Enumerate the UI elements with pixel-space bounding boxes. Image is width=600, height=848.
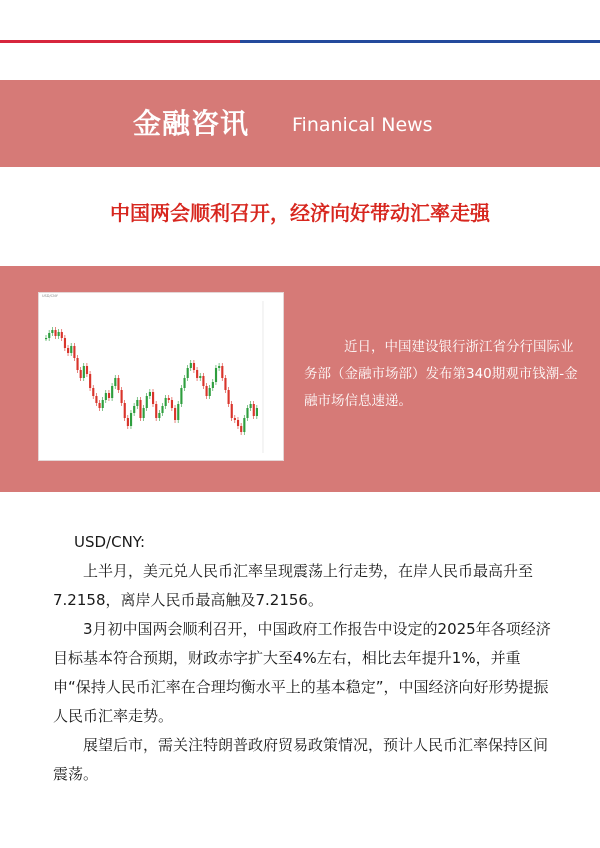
- candle-body: [155, 404, 157, 418]
- feature-summary: [304, 334, 586, 415]
- candle-body: [58, 332, 60, 336]
- candle-body: [174, 408, 176, 420]
- candle-body: [73, 346, 75, 358]
- candle-body: [76, 358, 78, 370]
- candle-body: [64, 338, 66, 348]
- candle-body: [168, 398, 170, 400]
- candle-body: [61, 332, 63, 338]
- candle-body: [180, 388, 182, 404]
- header-rule-blue: [240, 40, 600, 43]
- candle-body: [48, 333, 50, 338]
- candlestick-chart: [39, 293, 283, 460]
- banner-subtitle: Finanical News: [292, 114, 433, 136]
- candle-body: [127, 418, 129, 426]
- candle-body: [70, 346, 72, 353]
- candle-body: [114, 378, 116, 386]
- candle-body: [121, 390, 123, 403]
- candle-body: [234, 418, 236, 420]
- pair-label: USD/CNY:: [74, 533, 146, 551]
- candle-body: [108, 393, 110, 398]
- candle-body: [133, 406, 135, 413]
- candle-body: [95, 396, 97, 403]
- candle-body: [183, 378, 185, 388]
- paragraph-1: [53, 557, 553, 615]
- candle-body: [117, 378, 119, 390]
- candle-body: [177, 404, 179, 420]
- header-rule-red: [0, 40, 240, 43]
- feature-band: [0, 266, 600, 492]
- candle-body: [80, 370, 82, 378]
- candle-body: [51, 330, 53, 333]
- paragraph-2: [53, 615, 553, 731]
- candle-body: [139, 400, 141, 418]
- candle-body: [105, 393, 107, 400]
- article-headline: 中国两会顺利召开，经济向好带动汇率走强: [110, 201, 490, 225]
- candle-body: [161, 406, 163, 413]
- candle-body: [228, 390, 230, 404]
- candle-body: [54, 330, 56, 336]
- feature-summary-text: 近日，中国建设银行浙江省分行国际业务部（金融市场部）发布第340期观市钱潮-金融市场信息速递。: [304, 339, 578, 409]
- candle-body: [243, 418, 245, 432]
- candle-body: [215, 368, 217, 382]
- candle-body: [92, 388, 94, 396]
- candle-body: [224, 378, 226, 390]
- candle-body: [193, 363, 195, 370]
- candle-body: [171, 400, 173, 408]
- candle-body: [253, 404, 255, 416]
- candle-body: [237, 420, 239, 426]
- paragraph-2-text: 3月初中国两会顺利召开，中国政府工作报告中设定的2025年各项经济目标基本符合预期，财政赤字扩大至4%左右，相比去年提升1%，并重申“保持人民币汇率在合理均衡水平上的基本稳定”，中国经济向好形势提振人民币汇率走势。: [53, 620, 551, 725]
- candle-body: [202, 376, 204, 386]
- candle-body: [199, 376, 201, 378]
- paragraph-3-text: 展望后市，需关注特朗普政府贸易政策情况，预计人民币汇率保持区间震荡。: [53, 736, 549, 783]
- candle-body: [111, 386, 113, 398]
- candle-body: [83, 366, 85, 378]
- section-banner: [0, 80, 600, 167]
- candle-body: [45, 338, 47, 339]
- candle-body: [196, 370, 198, 378]
- candle-body: [86, 366, 88, 374]
- candle-body: [136, 400, 138, 406]
- candle-body: [206, 386, 208, 396]
- candle-body: [130, 413, 132, 426]
- candle-body: [212, 382, 214, 388]
- candle-body: [246, 408, 248, 418]
- candle-body: [250, 404, 252, 408]
- paragraph-1-text: 上半月，美元兑人民币汇率呈现震荡上行走势，在岸人民币最高升至7.2158，离岸人民币最高触及7.2156。: [53, 562, 534, 609]
- candle-body: [221, 366, 223, 378]
- candle-body: [67, 348, 69, 353]
- candle-body: [152, 392, 154, 404]
- paragraph-3: [53, 731, 553, 789]
- candle-body: [209, 388, 211, 396]
- candle-body: [124, 403, 126, 418]
- candle-body: [231, 404, 233, 418]
- chart-pair-label: USD/CNY: [42, 294, 58, 298]
- candle-body: [89, 374, 91, 388]
- candle-body: [218, 366, 220, 368]
- candle-body: [190, 363, 192, 368]
- banner-title: 金融咨讯: [133, 107, 250, 140]
- candle-body: [143, 408, 145, 418]
- candle-body: [187, 368, 189, 378]
- candle-body: [99, 403, 101, 408]
- candle-body: [240, 426, 242, 432]
- article-body: [53, 528, 553, 789]
- candle-body: [158, 413, 160, 418]
- candle-body: [149, 392, 151, 396]
- candlestick-chart-image: [38, 292, 284, 461]
- candle-body: [146, 396, 148, 408]
- candle-body: [256, 408, 258, 416]
- candle-body: [102, 400, 104, 408]
- candle-body: [165, 398, 167, 406]
